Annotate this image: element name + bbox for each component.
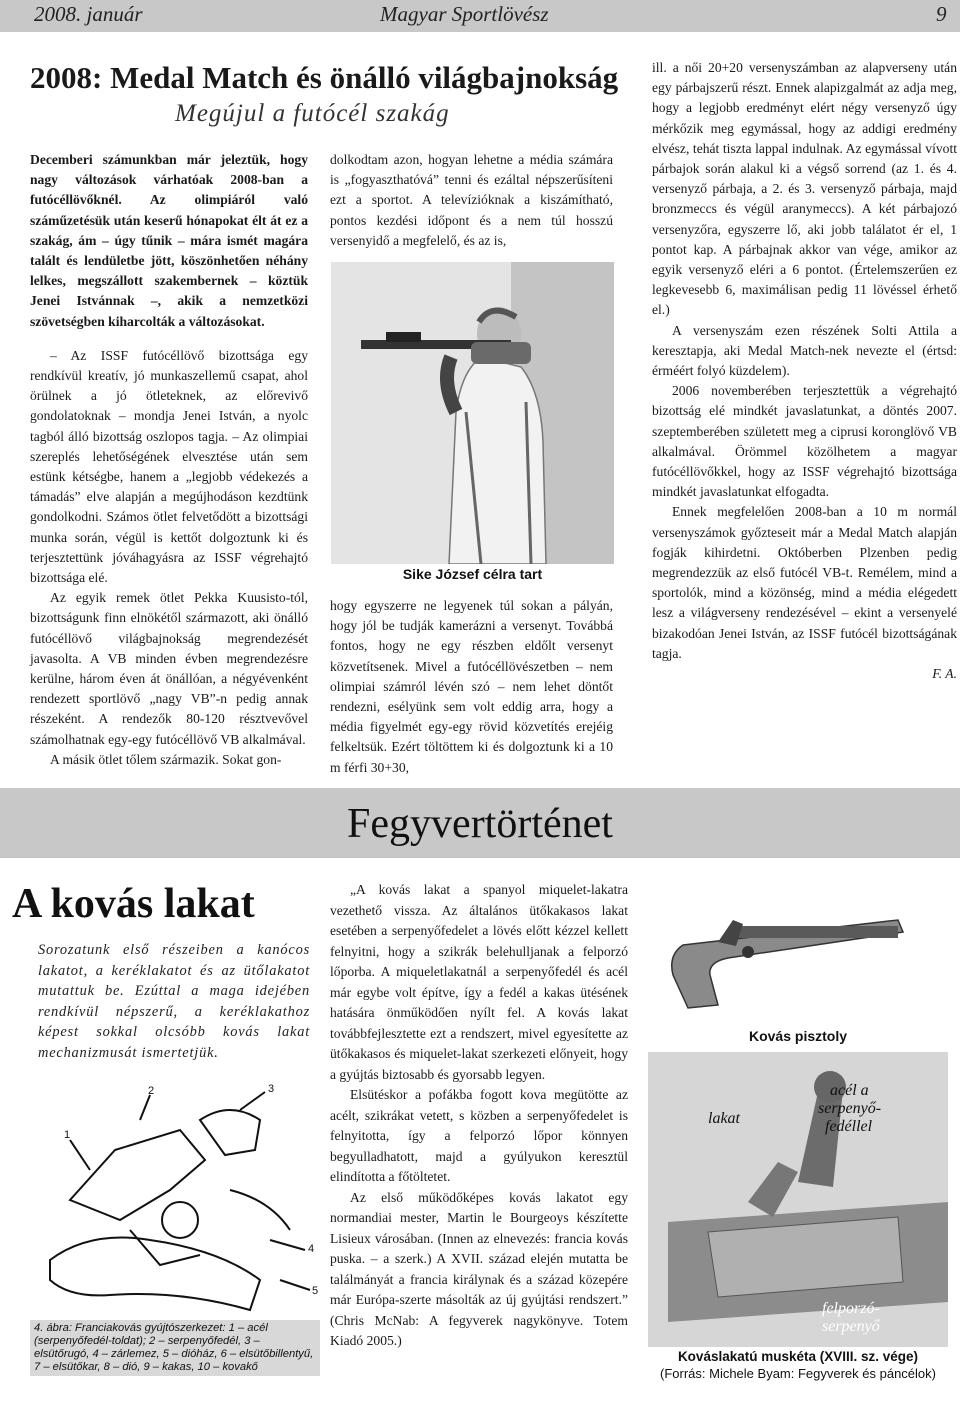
label-fedellel: fedéllel (825, 1118, 873, 1135)
label-lakat: lakat (708, 1110, 740, 1127)
svg-text:5: 5 (312, 1285, 319, 1297)
label-serpenyo: serpenyő- (818, 1100, 882, 1117)
paragraph: Az első működőképes kovás lakatot egy normandiai mester, Martin le Bourgeoys készítette Lisieux városában. (Innen az elnevezés: francia kovás puska. – a szerk.) A XVII. század elején mutatta be találmányát a francia királynak és a század közepére már Európa-szerte másolták az új gyújtási rendszert.” (Chris McNab: A fegyverek nagykönyve. Totem Kiadó 2005.) (330, 1189, 628, 1348)
page-number: 9 (936, 2, 947, 26)
photo-caption: Sike József célra tart (402, 566, 543, 582)
shooter-photo (331, 262, 614, 564)
article-subheadline: Megújul a futócél szakág (175, 100, 450, 127)
article-column-3 (652, 58, 957, 684)
paragraph: Elsütéskor a pofákba fogott kova megütötte az acélt, szikrákat vetett, s közben a serpenyőfedelet is felnyitotta, így a felporzó lőpor könnyen begyulladhatott, majd a gyúlyukon keresztül elindította a főtöltetet. (330, 1087, 628, 1184)
author-signature: F. A. (932, 666, 957, 682)
svg-text:4: 4 (308, 1243, 315, 1255)
label-felporzo: felporzó- (822, 1300, 880, 1317)
paragraph: Ennek megfelelően 2008-ban a 10 m normál versenyszámok győzteseit már a Medal Match alapján fogják kihirdetni. Októberben Plzenben pedig megrendezzük az első futócél VB-t. Remélem, mind a sportolók, mind a közönség, mind a média elégedett lesz a világverseny rendezésével – ekint a versenyelé bizakodóan Jenei István, az ISSF futócél bizottságának tagja. (652, 504, 957, 661)
photo-caption: Kovás pisztoly (748, 1028, 848, 1044)
paragraph: „A kovás lakat a spanyol miquelet-lakatra vezethető vissza. Az általános ütőkakasos lakat esetében a serpenyőfedelet a lövés előtt kézzel kellett felnyitni, hogy a szikrák belehulljanak a felporzó lőporba. A miqueletlakatnál a serpenyőfedél és acél már egybe volt építve, így a fedél a kakas ütésének hatására önműködően nyílt fel. A kovás lakat továbbfejlesztette ezt a rendszert, mivel egyesítette az ütőkakasos és miquelet-lakat szerkezeti előnyeit, hogy a gyújtás biztosabb és gyorsabb legyen. (330, 882, 628, 1082)
article-column-2-bottom (330, 596, 613, 778)
paragraph: ill. a női 20+20 versenyszámban az alapverseny után egy párbajszerű részt. Ennek alapizgalmát az adja meg, hogy a legjobb eredményt elért négy versenyző úgy mérkőzik meg egymással, hogy az addigi eredmény elvész, tehát tiszta lappal indulnak. Az egymással vívott párbajok során alakul ki a végső sorrend (az 1. és 4. versenyző párbaja, a 2. és 3. versenyző párbaja, majd bronzmeccs és végül aranymeccs). A két párbajozó versenyzőra, egyszerre lő, aki jobb találatot ér el, 1 pontot kap. A párbajnak akkor van vége, amikor az egyik versenyző eléri a 6 pontot. (Értelemszerűen ez legkevesebb 6, maximálisan pedig 11 lövéssel érhető el.) (652, 60, 957, 318)
page-header (0, 0, 960, 32)
svg-text:3: 3 (268, 1083, 275, 1095)
label-acel: acél a (830, 1082, 869, 1099)
article-headline: 2008: Medal Match és önálló világbajnokság (30, 60, 619, 95)
label-serpenyo-2: serpenyő (822, 1318, 880, 1335)
photo-caption: Kováslakatú muskéta (XVIII. sz. vége) (677, 1349, 919, 1364)
flintlock-pistol-photo (648, 880, 948, 1020)
article-lead: Sorozatunk első részeiben a kanócos lakatot, a keréklakatot és az ütőlakatot mutattuk be. Ezúttal a maga idejében rendkívül népszerű, a keréklakathoz képest sokkal olcsóbb kovás lakat mechanizmusát ismertetjük. (38, 942, 310, 1061)
paragraph: 2006 novemberében terjesztettük a végrehajtó bizottság elé mindkét javaslatunkat, a döntés 2007. szeptemberében született meg a ciprusi koronglövő VB alkalmával. Örömmel közölhetem a magyar futócéllövőkkel, hogy az ISSF végrehajtó bizottsága mindkét javaslatunkat elfogadta. (652, 383, 957, 500)
article-column-4 (330, 880, 628, 1352)
article-lead: Decemberi számunkban már jeleztük, hogy nagy változások várhatóak 2008-ban a futócéllövőknél. Az olimpiáról való száműzetésük után keserű hónapokat élt át ez a szakág, ám – úgy tűnik – mára ismét magára talált és lendületbe jött, köszönhetően néhány lelkes, megszállott szakembernek – köztük Jenei Istvánnak –, akik a nemzetközi szövetségben kiharcolták a változásokat. (30, 152, 308, 329)
paragraph: dolkodtam azon, hogyan lehetne a média számára is „fogyaszthatóvá” tenni és ezáltal népszerűsíteni ezt a sportot. A televízióknak a kiszámítható, pontos kezdési időpont és a nem túl hosszú versenyidő a megfelelő, és az is, (330, 152, 613, 248)
article-column-1 (30, 150, 308, 770)
section-title: Fegyvertörténet (347, 801, 613, 847)
paragraph: – Az ISSF futócéllövő bizottsága egy rendkívül kreatív, jó munkaszellemű csapat, ahol örülnek a jó ötleteknek, az előrevivő gondolatoknak – mondja Jenei István, a nyolc tagból álló bizottság oszlopos tagja. – Az olimpiai szereplés lehetőségének elvesztése után sem estünk kétségbe, hanem a „legjobb védekezés a támadás” elve alapján a megújhodáson kezdtünk gondolkodni. Számos ötlet felvetődött a bizottsági munka során, végül is kettőt dolgoztunk ki és terjesztettünk jóváhagyásra az ISSF végrehajtó bizottsága elé. (30, 347, 308, 586)
svg-text:1: 1 (64, 1129, 71, 1141)
magazine-title: Magyar Sportlövész (380, 2, 549, 26)
svg-text:2: 2 (148, 1085, 155, 1097)
article-column-2-top (330, 150, 613, 251)
article-title: A kovás lakat (12, 881, 255, 927)
paragraph: A versenyszám ezen részének Solti Attila a keresztapja, aki Medal Match-nek nevezte el (értsd: érméért folyó küzdelem). (652, 322, 957, 379)
paragraph: Az egyik remek ötlet Pekka Kuusisto-tól, bizottságunk finn elnökétől származott, aki önálló futócéllövő világbajnokság megrendezését javasolta. A VB minden évben megrendezésre kerülne, három éven át önállóan, a négyévenként rendezett sportlövő „nagy VB”-n pedig annak részeként. A rendezők 80-120 résztvevővel számolhatnak egy-egy futócéllövő VB alkalmával. (30, 590, 308, 747)
issue-date: 2008. január (34, 2, 143, 26)
photo-source: (Forrás: Michele Byam: Fegyverek és páncélok) (660, 1366, 936, 1381)
paragraph: A másik ötlet tőlem származik. Sokat gon- (50, 751, 282, 767)
diagram-caption: 4. ábra: Franciakovás gyújtószerkezet: 1 – acél (serpenyőfedél-toldat); 2 – serpenyőfedél, 3 – elsütőrugó, 4 – zárlemez, 5 – dióház, 6 – elsütőbillentyű, 7 – elsütőkar, 8 – dió, 9 – kakas, 10 – kovakő (30, 1320, 320, 1376)
paragraph: hogy egyszerre ne legyenek túl sokan a pályán, hogy jól be tudják kamerázni a versenyt. Továbbá fontos, hogy ne egy részben eldőlt versenyt közvetítsenek. Mivel a futócéllövészetben – nem olimpiai számról lévén szó – nem lehet döntőt rendezni, esélyünk sem volt eddig arra, hogy a média figyelmét egy-egy rövid közvetítés erejéig felkeltsük. Ezért töltöttem ki és dolgoztunk ki a 10 m férfi 30+30, (330, 598, 613, 775)
flintlock-musket-photo (648, 1052, 948, 1347)
